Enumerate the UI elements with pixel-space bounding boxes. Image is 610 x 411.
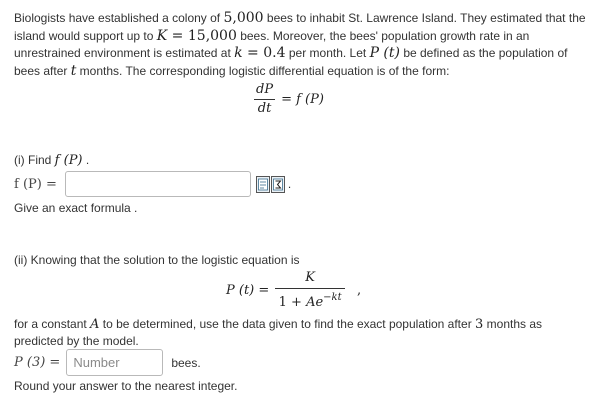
- fraction-denominator: [277, 289, 344, 310]
- A-symbol: A: [90, 317, 100, 332]
- part1-prompt: [14, 153, 89, 168]
- intro-text: months. The corresponding logistic differential equation is of the form:: [76, 63, 450, 78]
- rounding-note: Round your answer to the nearest integer.: [14, 379, 238, 393]
- part2-text: for a constant: [14, 317, 91, 331]
- exact-formula-note: Give an exact formula .: [14, 201, 138, 215]
- p3-answer-row: [14, 349, 201, 376]
- part2-prompt: (ii) Knowing that the solution to the logistic equation is: [14, 253, 300, 267]
- intro-text: bees to inhabit St. Lawrence Island. They estimated that the island would support up to: [14, 11, 586, 43]
- p3-input-label: P (3) =: [14, 355, 61, 370]
- equals-sign: =: [242, 45, 264, 61]
- den-constant: 1 +: [278, 295, 307, 310]
- fp-answer-input[interactable]: [65, 171, 251, 197]
- k-symbol: k: [234, 45, 243, 61]
- intro-text: bees. Moreover, the bees' population growth rate in an unrestrained environment is estimated at: [14, 28, 530, 60]
- solution-lhs: P (t) =: [226, 282, 270, 298]
- part2-text: months as predicted by the model.: [14, 317, 543, 348]
- k-value: 0.4: [263, 45, 286, 61]
- colony-size: 5,000: [223, 10, 264, 26]
- logistic-solution: [226, 270, 361, 310]
- t-symbol: t: [70, 62, 77, 79]
- fraction-denominator: dt: [257, 101, 272, 116]
- trailing-period: .: [287, 177, 292, 191]
- solution-fraction: [275, 270, 345, 310]
- den-Ae: Ae: [306, 295, 324, 310]
- intro-text: per month. Let: [285, 46, 370, 60]
- months-value: 3: [475, 317, 484, 332]
- equals-sign: =: [167, 27, 188, 44]
- problem-statement: [14, 10, 589, 80]
- fp-input-label: f (P) =: [14, 176, 57, 192]
- part1-text: (i) Find: [14, 153, 55, 167]
- p3-number-input[interactable]: [66, 349, 163, 376]
- part2-text: to be determined, use the data given to find the exact population after: [99, 317, 476, 331]
- f-of-P: f (P): [54, 153, 83, 168]
- formula-editor-icon[interactable]: [256, 176, 270, 193]
- fraction-numerator: K: [275, 270, 345, 289]
- K-value: 15,000: [187, 27, 237, 44]
- intro-text: Biologists have established a colony of: [14, 11, 224, 25]
- den-exponent: −kt: [323, 292, 342, 303]
- P-of-t: P (t): [369, 45, 400, 61]
- units-label: bees.: [171, 355, 201, 370]
- comma: ,: [357, 282, 362, 298]
- part2-instructions: [14, 316, 589, 349]
- intro-text: be defined as the population of bees after: [14, 46, 568, 78]
- differential-equation: [254, 82, 324, 116]
- equation-rhs: = f (P): [281, 91, 324, 107]
- sigma-editor-icon[interactable]: [271, 176, 285, 193]
- part1-text-end: .: [82, 153, 90, 167]
- fraction-numerator: dP: [254, 82, 275, 100]
- K-symbol: K: [156, 27, 168, 44]
- fp-answer-row: [14, 171, 291, 197]
- derivative-fraction: [254, 82, 275, 116]
- editor-icons: [256, 176, 291, 193]
